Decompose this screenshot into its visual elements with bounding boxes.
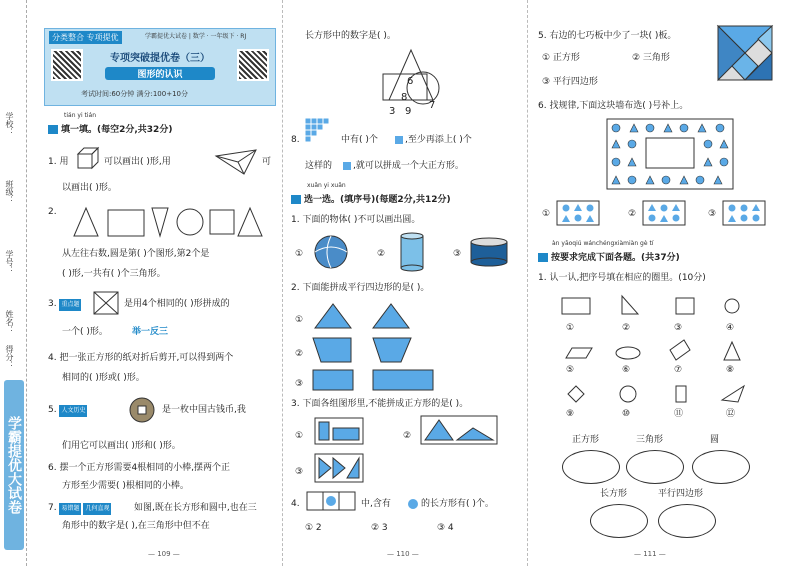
p2-figure-1	[311, 302, 421, 332]
section3-pinyin: àn yāoqiú wánchéngxiàmiàn gè tí	[552, 240, 654, 247]
page-number: — 109 —	[148, 550, 180, 558]
section3-title: 按要求完成下面各题。(共37分)	[538, 250, 680, 263]
shape-label: ⑦	[674, 365, 683, 375]
q3-label: 3. 重点题	[48, 299, 80, 309]
p3-opt-1: ①	[295, 431, 304, 441]
name-label: 姓名：	[5, 310, 14, 334]
p2-figure-2	[311, 336, 421, 366]
group-label-triangle: 三角形	[636, 435, 664, 445]
q8-text-b: 中有( )个	[341, 135, 378, 145]
p4-opt-2: ② 3	[371, 523, 388, 533]
flower-icon	[407, 498, 419, 510]
score-label: 得分：	[5, 345, 14, 369]
qr-code-left	[51, 49, 83, 81]
p2-opt-2: ②	[295, 349, 304, 359]
p1-opt-3: ③	[453, 249, 462, 259]
p3-opt-2: ②	[403, 431, 412, 441]
unit-square-icon	[395, 136, 403, 144]
wall-pattern-figure	[606, 118, 734, 190]
section1-title: 填一填。(每空2分,共32分)	[48, 122, 172, 135]
p1-opt-2: ②	[377, 249, 386, 259]
q8-number: 8.	[291, 135, 300, 145]
q4-text-b: 相同的( )形或( )形。	[62, 373, 145, 383]
p1-opt-1: ①	[295, 249, 304, 259]
page-number: — 111 —	[634, 550, 666, 558]
venn-digit: 9	[405, 106, 412, 117]
drum-icon	[469, 236, 509, 268]
q8-text-e: ,就可以拼成一个大正方形。	[353, 161, 464, 171]
answer-oval-square[interactable]	[562, 450, 620, 484]
q2-text-b: ( )形,一共有( )个三角形。	[62, 269, 166, 279]
q4-text-a: 4. 把一张正方形的纸对折后剪开,可以得到两个	[48, 353, 234, 363]
p2-opt-3: ③	[295, 379, 304, 389]
tangram-figure	[716, 24, 774, 82]
venn-digit: 3	[389, 106, 396, 117]
p4-text-c: 的长方形有( )个。	[421, 499, 494, 509]
q5-label: 5. 人文历史	[48, 405, 86, 415]
unit-square-icon	[343, 162, 351, 170]
page-110	[282, 0, 528, 566]
shape-label: ②	[622, 323, 631, 333]
p2-opt-1: ①	[295, 315, 304, 325]
page-number: — 110 —	[387, 550, 419, 558]
q5-opt-2: ② 三角形	[632, 53, 670, 63]
shape-label: ⑪	[674, 409, 684, 419]
q7-text-c: 长方形中的数字是( )。	[305, 31, 396, 41]
group-label-circle: 圆	[710, 435, 720, 445]
venn-figure	[379, 48, 451, 106]
shape-label: ①	[566, 323, 575, 333]
triangle-shape	[74, 208, 98, 236]
answer-oval-circle[interactable]	[692, 450, 750, 484]
q7-text-a: 如图,既在长方形和圆中,也在三	[134, 503, 257, 513]
shape-label: ⑧	[726, 365, 735, 375]
q6-option-figure-2	[642, 200, 686, 226]
q3-text-b: 一个( )形。	[62, 327, 108, 337]
q6-option-figure-1	[556, 200, 600, 226]
p3-opt-3: ③	[295, 467, 304, 477]
page-111	[527, 0, 800, 566]
q6-text: 6. 找规律,下面这块墙布选( )号补上。	[538, 101, 689, 111]
shapes-grid	[558, 292, 778, 416]
shape-label: ⑥	[622, 365, 631, 375]
q1-text-d: 以画出( )形。	[62, 183, 117, 193]
q5-opt-1: ① 正方形	[542, 53, 580, 63]
q7-text-b: 角形中的数字是( ),在三角形中但不在	[62, 521, 210, 531]
exam-header	[44, 28, 276, 106]
group-label-parallelogram: 平行四边形	[658, 489, 704, 499]
coin-icon	[128, 396, 156, 424]
header-tag: 分类整合 专项提优	[49, 31, 122, 44]
group-label-square: 正方形	[572, 435, 600, 445]
p3-figure-1	[313, 416, 365, 446]
q3-text: 是用4个相同的( )形拼成的	[124, 299, 230, 309]
q6-opt-3: ③	[708, 209, 717, 219]
q1-text-b: 可以画出( )形,用	[104, 157, 171, 167]
p4-opt-1: ① 2	[305, 523, 322, 533]
p4-number: 4.	[291, 499, 300, 509]
q6-opt-1: ①	[542, 209, 551, 219]
p3-figure-3	[313, 452, 365, 484]
q1-text-a: 1. 用	[48, 157, 69, 167]
q7-label: 7. 易错题 几何直观	[48, 503, 110, 513]
class-label: 班级：	[5, 180, 14, 204]
shape-label: ⑫	[726, 409, 736, 419]
cube-icon	[76, 146, 102, 170]
q6-text-b: 方形至少需要( )根相同的小棒。	[62, 481, 189, 491]
q5-text-b: 们用它可以画出( )形和( )形。	[62, 441, 181, 451]
cylinder-icon	[399, 232, 425, 272]
q3-chip: 重点题	[59, 299, 81, 311]
brand-logo: 学霸提优大试卷	[4, 380, 24, 550]
p1-text: 1. 下面的物体( )不可以画出圆。	[291, 215, 421, 225]
q8-text-d: 这样的	[305, 161, 333, 171]
p3-figure-2	[419, 414, 499, 446]
q5-text-a: 是一枚中国古钱币,我	[162, 405, 246, 415]
rectangle-shape	[108, 210, 144, 236]
answer-oval-triangle[interactable]	[626, 450, 684, 484]
q2-number: 2.	[48, 207, 57, 217]
p2-text: 2. 下面能拼成平行四边形的是( )。	[291, 283, 430, 293]
q8-text-c: ,至少再添上( )个	[405, 135, 472, 145]
q5-chip: 人文历史	[59, 405, 87, 417]
shape-label: ④	[726, 323, 735, 333]
p3-text: 3. 下面各组图形里,不能拼成正方形的是( )。	[291, 399, 469, 409]
venn-digit: 8	[401, 92, 408, 103]
triangle-shape	[238, 208, 262, 236]
p4-rect-figure	[305, 490, 357, 512]
venn-digit: 7	[429, 100, 436, 111]
shape-label: ⑩	[622, 409, 631, 419]
exam-meta: 考试时间:60分钟 满分:100+10分	[81, 90, 188, 98]
ball-icon	[313, 234, 349, 270]
q7-chip-2: 几何直观	[83, 503, 111, 515]
school-label: 学校：	[5, 112, 14, 136]
p4-text-b: 中,含有	[361, 499, 391, 509]
p2-figure-3	[311, 368, 441, 394]
student-id-label: 学号：	[5, 250, 14, 274]
section2-pinyin: xuǎn yi xuǎn	[307, 182, 346, 189]
circle-shape	[177, 209, 203, 235]
header-subhead: 学霸提优大试卷 | 数学 · 一年级下 · RJ	[145, 33, 247, 40]
square-shape	[210, 210, 234, 234]
q2-shapes	[70, 204, 266, 238]
exam-title: 专项突破提优卷（三）	[110, 53, 210, 64]
page-109	[0, 0, 282, 566]
triangle-shape	[152, 208, 168, 236]
q5-opt-3: ③ 平行四边形	[542, 77, 598, 87]
shape-label: ③	[674, 323, 683, 333]
q1-text-c: 可	[262, 157, 272, 167]
answer-oval-rectangle[interactable]	[590, 504, 648, 538]
section1-pinyin: tián yi tián	[64, 112, 97, 119]
shape-label: ⑨	[566, 409, 575, 419]
q6-text-a: 6. 摆一个正方形需要4根相同的小棒,摆两个正	[48, 463, 231, 473]
q3-extension: 举一反三	[132, 327, 169, 337]
qr-code-right	[237, 49, 269, 81]
q6-opt-2: ②	[628, 209, 637, 219]
triangular-prism-icon	[214, 148, 258, 176]
shape-label: ⑤	[566, 365, 575, 375]
exam-subtitle: 图形的认识	[105, 67, 215, 80]
squares-figure	[92, 290, 120, 316]
r1-text: 1. 认一认,把序号填在相应的圈里。(10分)	[538, 273, 706, 283]
q6-option-figure-3	[722, 200, 766, 226]
venn-digit: 6	[407, 76, 414, 87]
block-figure	[305, 118, 337, 150]
p4-opt-3: ③ 4	[437, 523, 454, 533]
q7-chip: 易错题	[59, 503, 81, 515]
q5-text: 5. 右边的七巧板中少了一块( )板。	[538, 31, 677, 41]
group-label-rectangle: 长方形	[600, 489, 628, 499]
section2-title: 选一选。(填序号)(每题2分,共12分)	[291, 192, 451, 205]
answer-oval-parallelogram[interactable]	[658, 504, 716, 538]
q2-text-a: 从左往右数,圆是第( )个图形,第2个是	[62, 249, 210, 259]
